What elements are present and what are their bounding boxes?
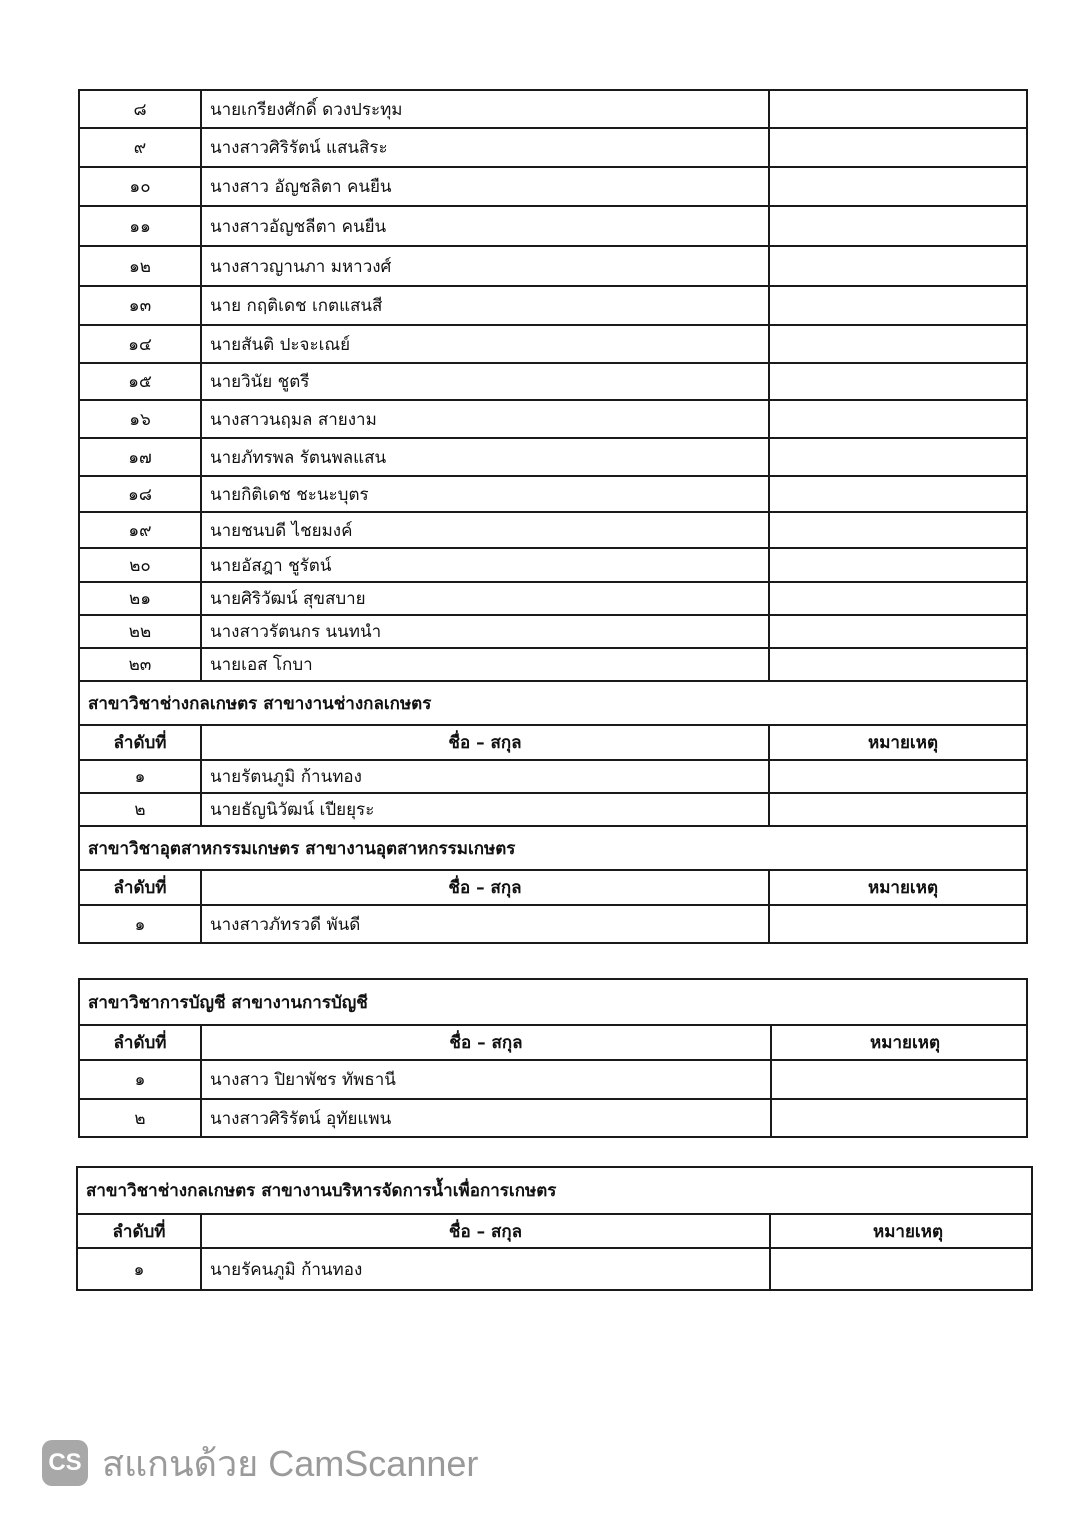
- row-number: ๑๓: [79, 286, 201, 325]
- row-note: [769, 167, 1027, 206]
- header-no: ลำดับที่: [79, 870, 201, 905]
- section-header: [79, 979, 1027, 1025]
- row-number: ๑๒: [79, 246, 201, 286]
- header-note: หมายเหตุ: [770, 1214, 1032, 1248]
- row-number: ๒๓: [79, 648, 201, 681]
- student-name: นายรัตนภูมิ ก้านทอง: [201, 760, 769, 793]
- table-row: [79, 548, 1027, 582]
- header-note: หมายเหตุ: [769, 725, 1027, 760]
- row-note: [771, 1060, 1027, 1099]
- student-name: นางสาวภัทรวดี พันดี: [201, 905, 769, 943]
- header-name: ชื่อ – สกุล: [201, 1214, 770, 1248]
- watermark-text: สแกนด้วย CamScanner: [102, 1442, 479, 1484]
- row-note: [770, 1248, 1032, 1290]
- row-number: ๑: [79, 760, 201, 793]
- student-name: นางสาว ปิยาพัชร ทัพธานี: [201, 1060, 771, 1099]
- row-number: ๙: [79, 128, 201, 167]
- row-note: [769, 615, 1027, 648]
- student-name: นาย กฤติเดช เกตแสนสี: [201, 286, 769, 325]
- student-name: นายสันติ ปะจะเณย์: [201, 325, 769, 363]
- student-name: นายรัคนภูมิ ก้านทอง: [201, 1248, 770, 1290]
- table-row: [79, 615, 1027, 648]
- row-number: ๑๘: [79, 476, 201, 512]
- header-no: ลำดับที่: [79, 725, 201, 760]
- table-row: [79, 167, 1027, 206]
- row-number: ๑๕: [79, 363, 201, 400]
- table-row: [79, 512, 1027, 548]
- header-name: ชื่อ – สกุล: [201, 725, 769, 760]
- row-note: [769, 760, 1027, 793]
- student-name: นางสาวญานภา มหาวงศ์: [201, 246, 769, 286]
- row-note: [769, 206, 1027, 246]
- row-number: ๑๑: [79, 206, 201, 246]
- camscanner-watermark: [42, 1438, 478, 1488]
- row-number: ๑๖: [79, 400, 201, 438]
- row-number: ๒๐: [79, 548, 201, 582]
- table-row: [79, 793, 1027, 826]
- row-note: [769, 512, 1027, 548]
- row-note: [769, 128, 1027, 167]
- section-header: [79, 681, 1027, 725]
- header-no: ลำดับที่: [79, 1025, 201, 1060]
- row-number: ๑๙: [79, 512, 201, 548]
- table-row: [79, 648, 1027, 681]
- table-row: [79, 363, 1027, 400]
- table-row: [79, 1060, 1027, 1099]
- student-name: นายเอส โกบา: [201, 648, 769, 681]
- header-name: ชื่อ – สกุล: [201, 1025, 771, 1060]
- column-header-row: [79, 870, 1027, 905]
- table-row: [79, 90, 1027, 128]
- row-note: [769, 400, 1027, 438]
- student-name: นางสาวศิริรัตน์ แสนสิระ: [201, 128, 769, 167]
- column-header-row: [77, 1214, 1032, 1248]
- row-note: [769, 476, 1027, 512]
- row-number: ๑: [79, 1060, 201, 1099]
- row-note: [769, 793, 1027, 826]
- table-row: [79, 246, 1027, 286]
- section-header: [79, 826, 1027, 870]
- header-no: ลำดับที่: [77, 1214, 201, 1248]
- header-note: หมายเหตุ: [771, 1025, 1027, 1060]
- student-name: นายกิติเดช ชะนะบุตร: [201, 476, 769, 512]
- water-management-table: [76, 1166, 1033, 1291]
- header-name: ชื่อ – สกุล: [201, 870, 769, 905]
- table-row: [79, 905, 1027, 943]
- student-name: นายภัทรพล รัตนพลแสน: [201, 438, 769, 476]
- section-title: สาขาวิชาช่างกลเกษตร สาขางานช่างกลเกษตร: [79, 681, 1027, 725]
- row-note: [769, 325, 1027, 363]
- table-row: [79, 286, 1027, 325]
- column-header-row: [79, 725, 1027, 760]
- row-number: ๒: [79, 1099, 201, 1137]
- student-name: นายธัญนิวัฒน์ เปียยุระ: [201, 793, 769, 826]
- student-name: นางสาว อัญชลิตา คนยืน: [201, 167, 769, 206]
- row-number: ๑๐: [79, 167, 201, 206]
- section-title: สาขาวิชาการบัญชี สาขางานการบัญชี: [79, 979, 1027, 1025]
- row-number: ๑๗: [79, 438, 201, 476]
- row-note: [769, 438, 1027, 476]
- table-row: [79, 760, 1027, 793]
- row-number: ๒: [79, 793, 201, 826]
- row-note: [769, 905, 1027, 943]
- table-row: [77, 1248, 1032, 1290]
- student-name: นายวินัย ชูตรี: [201, 363, 769, 400]
- table-row: [79, 206, 1027, 246]
- camscanner-logo-icon: CS: [42, 1440, 88, 1486]
- accounting-table: [78, 978, 1028, 1138]
- student-name: นายชนบดี ไชยมงค์: [201, 512, 769, 548]
- table-row: [79, 438, 1027, 476]
- row-note: [769, 582, 1027, 615]
- row-note: [769, 90, 1027, 128]
- row-note: [769, 246, 1027, 286]
- table-row: [79, 1099, 1027, 1137]
- row-number: ๒๑: [79, 582, 201, 615]
- student-name: นางสาวอัญชลีตา คนยืน: [201, 206, 769, 246]
- row-number: ๑: [77, 1248, 201, 1290]
- student-name: นางสาวศิริรัตน์ อุทัยแพน: [201, 1099, 771, 1137]
- section-header: [77, 1167, 1032, 1214]
- student-name: นางสาวนฤมล สายงาม: [201, 400, 769, 438]
- student-name: นายอัสฎา ชูรัตน์: [201, 548, 769, 582]
- table-row: [79, 128, 1027, 167]
- row-number: ๘: [79, 90, 201, 128]
- row-note: [771, 1099, 1027, 1137]
- row-note: [769, 363, 1027, 400]
- student-name: นายเกรียงศักดิ์ ดวงประทุม: [201, 90, 769, 128]
- header-note: หมายเหตุ: [769, 870, 1027, 905]
- section-title: สาขาวิชาอุตสาหกรรมเกษตร สาขางานอุตสาหกรรมเกษตร: [79, 826, 1027, 870]
- table-row: [79, 582, 1027, 615]
- row-note: [769, 286, 1027, 325]
- table-row: [79, 476, 1027, 512]
- student-list-table: [78, 89, 1028, 944]
- table-row: [79, 400, 1027, 438]
- row-note: [769, 648, 1027, 681]
- row-number: ๑: [79, 905, 201, 943]
- row-number: ๑๔: [79, 325, 201, 363]
- section-title: สาขาวิชาช่างกลเกษตร สาขางานบริหารจัดการน้ำเพื่อการเกษตร: [77, 1167, 1032, 1214]
- row-note: [769, 548, 1027, 582]
- row-number: ๒๒: [79, 615, 201, 648]
- column-header-row: [79, 1025, 1027, 1060]
- student-name: นายศิริวัฒน์ สุขสบาย: [201, 582, 769, 615]
- table-row: [79, 325, 1027, 363]
- student-name: นางสาวรัตนกร นนทนำ: [201, 615, 769, 648]
